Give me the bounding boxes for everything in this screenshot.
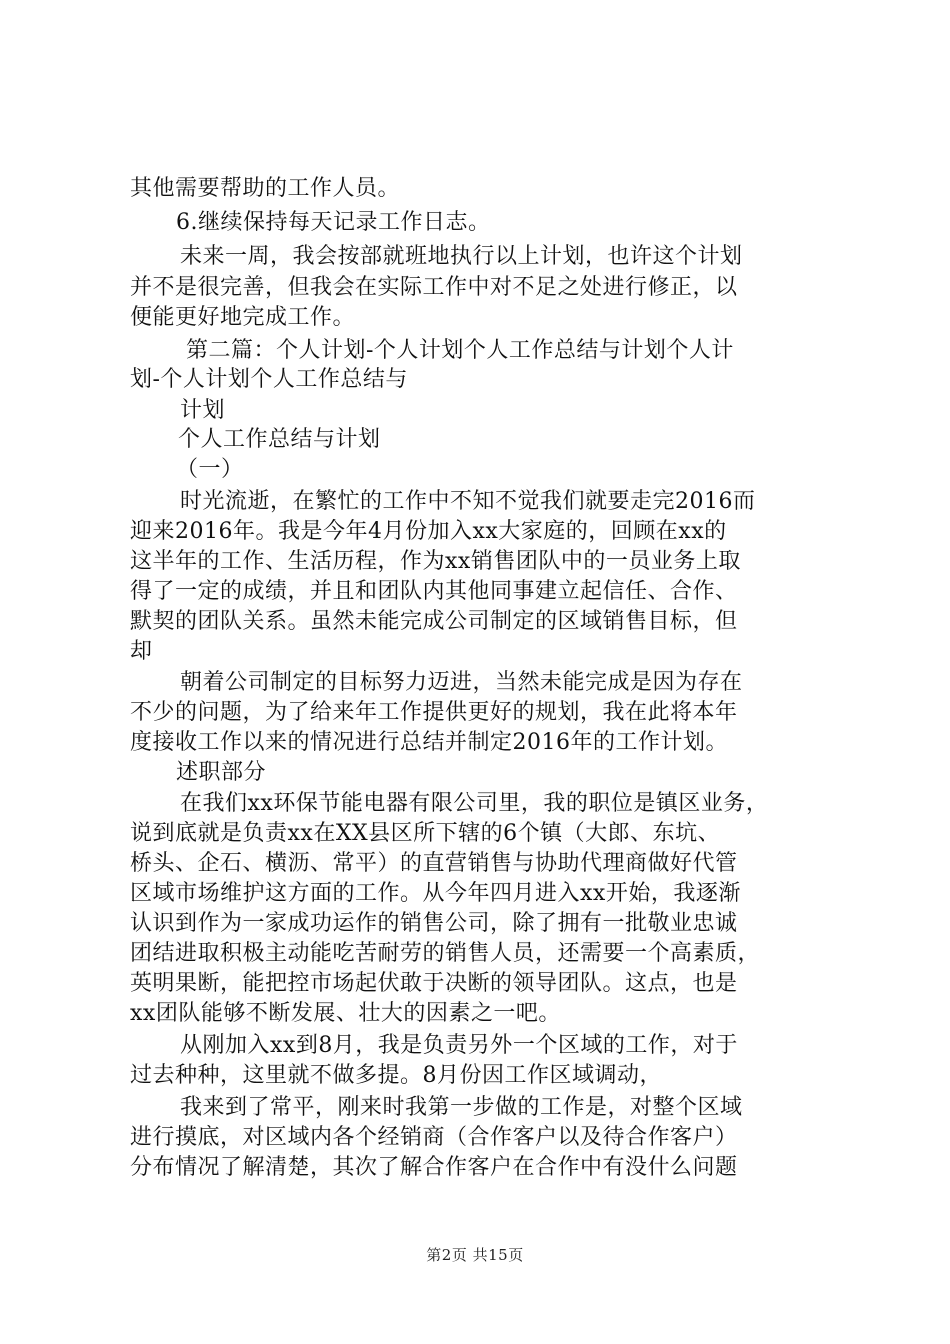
text-line: 过去种种，这里就不做多提。8月份因工作区域调动， [130, 1063, 662, 1088]
text-line: xx团队能够不断发展、壮大的因素之一吧。 [130, 1001, 561, 1026]
text-line: 我来到了常平，刚来时我第一步做的工作是，对整个区域 [180, 1095, 743, 1120]
text-line: 未来一周，我会按部就班地执行以上计划，也许这个计划 [180, 244, 743, 269]
text-line: 说到底就是负责xx在XX县区所下辖的6个镇（大郎、东坑、 [130, 821, 721, 846]
text-line: 时光流逝，在繁忙的工作中不知不觉我们就要走完2016而 [180, 489, 756, 514]
text-line: 朝着公司制定的目标努力迈进，当然未能完成是因为存在 [180, 670, 743, 695]
text-line: 分布情况了解清楚，其次了解合作客户在合作中有没什么问题 [130, 1155, 738, 1180]
text-line: 度接收工作以来的情况进行总结并制定2016年的工作计划。 [130, 730, 728, 755]
section-heading: 划-个人计划个人工作总结与 [130, 367, 408, 392]
subheading: 述职部分 [176, 760, 267, 785]
text-line: 区域市场维护这方面的工作。从今年四月进入xx开始，我逐渐 [130, 881, 741, 906]
text-line: 不少的问题，为了给来年工作提供更好的规划，我在此将本年 [130, 700, 738, 725]
page-number-footer: 第2页 共15页 [426, 1246, 524, 1264]
text-line: 桥头、企石、横沥、常平）的直营销售与协助代理商做好代管 [130, 851, 738, 876]
text-line: 进行摸底，对区域内各个经销商（合作客户以及待合作客户） [130, 1125, 738, 1150]
section-heading: 第二篇：个人计划-个人计划个人工作总结与计划个人计 [186, 338, 734, 363]
text-line: 认识到作为一家成功运作的销售公司，除了拥有一批敬业忠诚 [130, 911, 738, 936]
text-line: 英明果断，能把控市场起伏敢于决断的领导团队。这点，也是 [130, 971, 738, 996]
text-line: 从刚加入xx到8月，我是负责另外一个区域的工作，对于 [180, 1033, 738, 1058]
subheading: （一） [176, 457, 244, 482]
text-line: 默契的团队关系。虽然未能完成公司制定的区域销售目标，但 [130, 609, 738, 634]
subheading: 个人工作总结与计划 [178, 427, 381, 452]
text-line: 并不是很完善，但我会在实际工作中对不足之处进行修正，以 [130, 275, 738, 300]
text-line: 6.继续保持每天记录工作日志。 [176, 210, 491, 235]
text-line: 便能更好地完成工作。 [130, 305, 356, 330]
text-line: 得了一定的成绩，并且和团队内其他同事建立起信任、合作、 [130, 579, 738, 604]
text-line: 计划 [180, 398, 226, 423]
text-line: 这半年的工作、生活历程，作为xx销售团队中的一员业务上取 [130, 549, 741, 574]
text-line: 在我们xx环保节能电器有限公司里，我的职位是镇区业务， [180, 791, 769, 816]
text-line: 团结进取积极主动能吃苦耐劳的销售人员，还需要一个高素质， [130, 941, 761, 966]
text-line: 其他需要帮助的工作人员。 [130, 176, 401, 201]
text-line: 却 [130, 639, 153, 664]
text-line: 迎来2016年。我是今年4月份加入xx大家庭的，回顾在xx的 [130, 519, 727, 544]
